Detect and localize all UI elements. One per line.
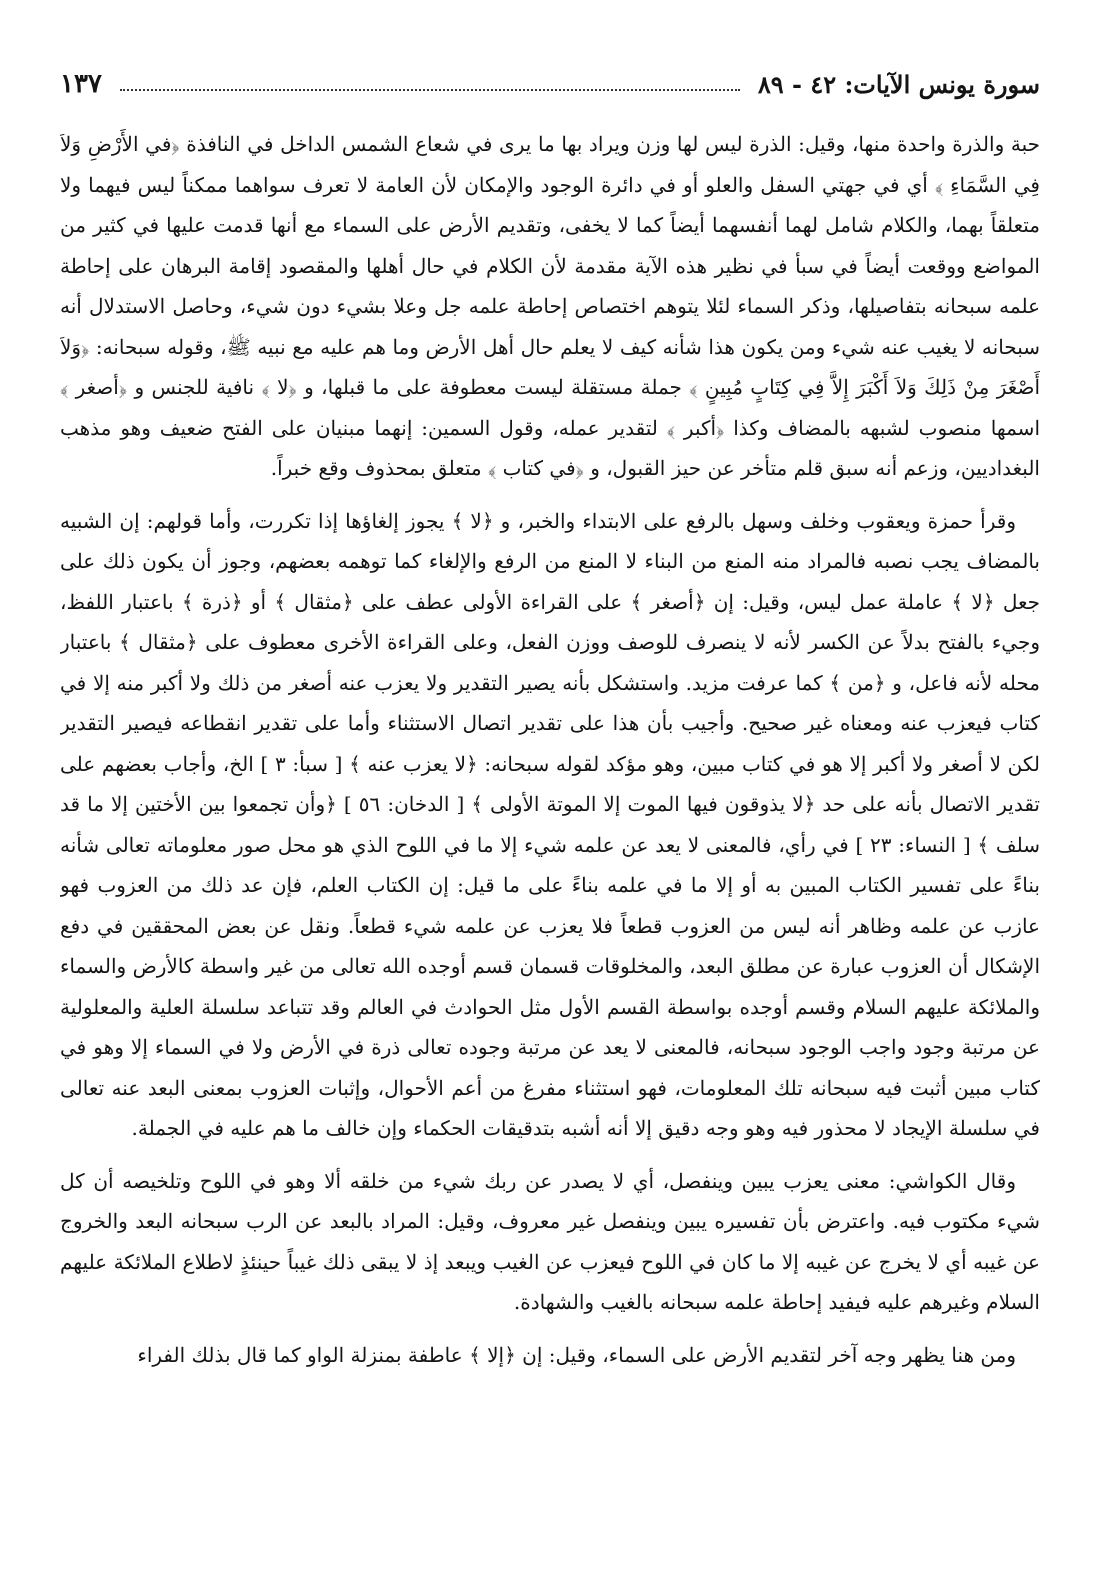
book-page xyxy=(60,62,1040,1542)
page-number: ١٣٧ xyxy=(60,69,102,99)
running-title: سورة يونس الآيات: ٤٢ - ٨٩ xyxy=(757,69,1040,99)
paragraph-1: حبة والذرة واحدة منها، وقيل: الذرة ليس لها وزن ويراد بها ما يرى في شعاع الشمس الداخل في النافذة ﴿في الأَرْضِ وَلاَ فِي السَّمَاءِ ﴾ أي في جهتي السفل والعلو أو في دائرة الوجود والإمكان لأن العامة لا تعرف سواهما ممكناً ليس فيهما ولا متعلقاً بهما، والكلام شامل لهما أنفسهما أيضاً كما لا يخفى، وتقديم الأرض على السماء مع أنها قدمت عليها في كثير من المواضع ووقعت أيضاً في سبأ في نظير هذه الآية مقدمة لأن الكلام في حال أهلها والمقصود إقامة البرهان على إحاطة علمه سبحانه بتفاصيلها، وذكر السماء لئلا يتوهم اختصاص إحاطة علمه جل وعلا بشيء دون شيء، وحاصل الاستدلال أنه سبحانه لا يغيب عنه شيء ومن يكون هذا شأنه كيف لا يعلم حال أهل الأرض وما هم عليه مع نبيه ﷺ، وقوله سبحانه: ﴿وَلاَ أَصْغَرَ مِنْ ذَلِكَ وَلاَ أَكْبَرَ إِلاَّ فِي كِتَابٍ مُبِينٍ ﴾ جملة مستقلة ليست معطوفة على ما قبلها، و ﴿لا ﴾ نافية للجنس و ﴿أصغر ﴾ اسمها منصوب لشبهه بالمضاف وكذا ﴿أكبر ﴾ لتقدير عمله، وقول السمين: إنهما مبنيان على الفتح ضعيف وهو مذهب البغداديين، وزعم أنه سبق قلم متأخر عن حيز القبول، و ﴿في كتاب ﴾ متعلق بمحذوف وقع خبراً. xyxy=(60,132,1040,480)
body-text xyxy=(60,124,1040,1375)
paragraph-2: وقرأ حمزة ويعقوب وخلف وسهل بالرفع على الابتداء والخبر، و ﴿لا ﴾ يجوز إلغاؤها إذا تكررت، وأما قولهم: إن الشبيه بالمضاف يجب نصبه فالمراد منه المنع من البناء لا المنع من الرفع والإلغاء كما توهمه بعضهم، وجوز أن يكون ذلك على جعل ﴿لا ﴾ عاملة عمل ليس، وقيل: إن ﴿أصغر ﴾ على القراءة الأولى عطف على ﴿مثقال ﴾ أو ﴿ذرة ﴾ باعتبار اللفظ، وجيء بالفتح بدلاً عن الكسر لأنه لا ينصرف للوصف ووزن الفعل، وعلى القراءة الأخرى معطوف على ﴿مثقال ﴾ باعتبار محله لأنه فاعل، و ﴿من ﴾ كما عرفت مزيد. واستشكل بأنه يصير التقدير ولا يعزب عنه أصغر من ذلك ولا أكبر منه إلا في كتاب فيعزب عنه ومعناه غير صحيح. وأجيب بأن هذا على تقدير اتصال الاستثناء وأما على تقدير انقطاعه فيصير التقدير لكن لا أصغر ولا أكبر إلا هو في كتاب مبين، وهو مؤكد لقوله سبحانه: ﴿لا يعزب عنه ﴾ [ سبأ: ٣ ] الخ، وأجاب بعضهم على تقدير الاتصال بأنه على حد ﴿لا يذوقون فيها الموت إلا الموتة الأولى ﴾ [ الدخان: ٥٦ ] ﴿وأن تجمعوا بين الأختين إلا ما قد سلف ﴾ [ النساء: ٢٣ ] في رأي، فالمعنى لا يعد عن علمه شيء إلا ما في اللوح الذي هو محل صور معلوماته تعالى شأنه بناءً على تفسير الكتاب المبين به أو إلا ما في علمه بناءً على ما قيل: إن الكتاب العلم، فإن عد ذلك من العزوب فهو عازب عن علمه وظاهر أنه ليس من العزوب قطعاً فلا يعزب عن علمه شيء قطعاً. ونقل عن بعض المحققين في دفع الإشكال أن العزوب عبارة عن مطلق البعد، والمخلوقات قسمان قسم أوجده الله تعالى من غير واسطة كالأرض والسماء والملائكة عليهم السلام وقسم أوجده بواسطة القسم الأول مثل الحوادث في العالم وقد تتباعد سلسلة العلية والمعلولية عن مرتبة وجود واجب الوجود سبحانه، فالمعنى لا يعد عن مرتبة وجوده تعالى ذرة في الأرض ولا في السماء إلا وهو في كتاب مبين أثبت فيه سبحانه تلك المعلومات، فهو استثناء مفرغ من أعم الأحوال، وإثبات العزوب بمعنى البعد عنه تعالى في سلسلة الإيجاد لا محذور فيه وهو وجه دقيق إلا أنه أشبه بتدقيقات الحكماء وإن خالف ما هم عليه في الجملة. xyxy=(60,508,1040,1140)
dotted-leader xyxy=(120,89,740,91)
paragraph-3: وقال الكواشي: معنى يعزب يبين وينفصل، أي لا يصدر عن ربك شيء من خلقه ألا وهو في اللوح وتلخيصه أن كل شيء مكتوب فيه. واعترض بأن تفسيره يبين وينفصل غير معروف، وقيل: المراد بالبعد عن الرب سبحانه البعد والخروج عن غيبه أي لا يخرج عن غيبه إلا ما كان في اللوح فيعزب عن الغيب ويبعد إذ لا يبقى ذلك غيباً حينئذٍ لاطلاع الملائكة عليهم السلام وغيرهم عليه فيفيد إحاطة علمه سبحانه بالغيب والشهادة. xyxy=(60,1168,1040,1314)
page-header xyxy=(60,62,1040,106)
paragraph-4: ومن هنا يظهر وجه آخر لتقديم الأرض على السماء، وقيل: إن ﴿إلا ﴾ عاطفة بمنزلة الواو كما قال بذلك الفراء xyxy=(137,1342,1016,1367)
